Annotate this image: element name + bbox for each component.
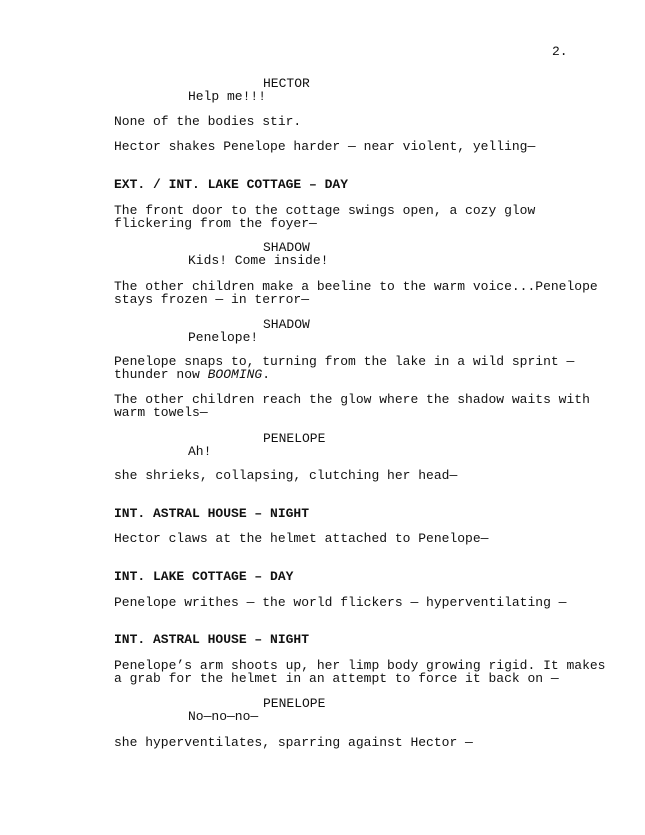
dialogue-line: Kids! Come inside! [188,253,329,268]
action-line: None of the bodies stir. [114,114,302,129]
character-cue: SHADOW [263,240,310,255]
action-line: a grab for the helmet in an attempt to force it back on — [114,671,559,686]
action-line: The other children make a beeline to the warm voice...Penelope [114,279,598,294]
page-number: 2. [552,44,568,59]
action-line: The front door to the cottage swings open, a cozy glow [114,203,536,218]
scene-heading: INT. LAKE COTTAGE – DAY [114,569,294,584]
scene-heading: INT. ASTRAL HOUSE – NIGHT [114,632,310,647]
character-cue: PENELOPE [263,431,326,446]
action-text: thunder now [114,367,208,382]
action-line: she hyperventilates, sparring against Hector — [114,735,473,750]
scene-heading: EXT. / INT. LAKE COTTAGE – DAY [114,177,349,192]
action-emphasis: BOOMING [207,367,263,382]
action-line: Penelope’s arm shoots up, her limp body growing rigid. It makes [114,658,606,673]
scene-heading: INT. ASTRAL HOUSE – NIGHT [114,506,310,521]
action-line: Penelope writhes — the world flickers — hyperventilating — [114,595,567,610]
character-cue: PENELOPE [263,696,326,711]
action-line: Hector shakes Penelope harder — near violent, yelling— [114,139,536,154]
action-line: she shrieks, collapsing, clutching her head— [114,468,458,483]
character-cue: SHADOW [263,317,310,332]
action-line: Penelope snaps to, turning from the lake in a wild sprint — [114,354,575,369]
action-line: stays frozen — in terror— [114,292,310,307]
character-cue: HECTOR [263,76,310,91]
action-line: warm towels— [114,405,208,420]
action-line: The other children reach the glow where the shadow waits with [114,392,590,407]
action-line: Hector claws at the helmet attached to Penelope— [114,531,489,546]
action-text: . [262,367,271,382]
action-line: flickering from the foyer— [114,216,317,231]
dialogue-line: Penelope! [188,330,259,345]
dialogue-line: No—no—no— [188,709,259,724]
action-line [114,368,270,381]
dialogue-line: Ah! [188,444,212,459]
dialogue-line: Help me!!! [188,89,267,104]
